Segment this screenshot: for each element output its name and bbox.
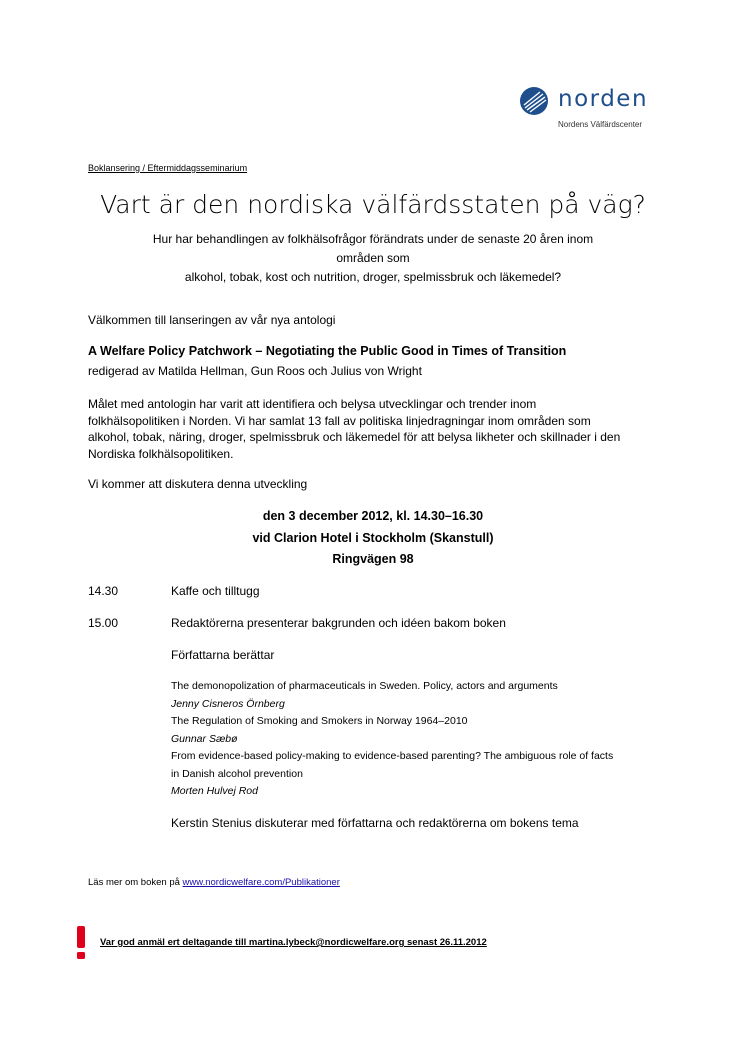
program-item: Kaffe och tilltugg <box>171 584 260 598</box>
paper-title: The demonopolization of pharmaceuticals in Sweden. Policy, actors and arguments <box>171 680 558 692</box>
program-time: 14.30 <box>88 584 119 598</box>
program-time: 15.00 <box>88 616 119 630</box>
book-title: A Welfare Policy Patchwork – Negotiating the Public Good in Times of Transition <box>88 344 567 358</box>
exclamation-icon <box>75 926 87 965</box>
program-item: Redaktörerna presenterar bakgrunden och idéen bakom boken <box>171 616 506 630</box>
event-date: den 3 december 2012, kl. 14.30–16.30 <box>262 509 484 523</box>
publications-link[interactable]: www.nordicwelfare.com/Publikationer <box>182 877 340 888</box>
subtitle-line: alkohol, tobak, kost och nutrition, droger, spelmissbruk och läkemedel? <box>184 270 562 284</box>
more-info-prefix: Läs mer om boken på <box>88 877 183 888</box>
paper-author: Morten Hulvej Rod <box>171 785 258 797</box>
book-editors: redigerad av Matilda Hellman, Gun Roos och Julius von Wright <box>88 364 422 378</box>
paper-title: From evidence-based policy-making to evidence-based parenting? The ambiguous role of facts <box>171 750 614 762</box>
event-venue: vid Clarion Hotel i Stockholm (Skanstull) <box>252 530 494 545</box>
welcome-text: Välkommen till lanseringen av vår nya antologi <box>88 313 336 327</box>
description-line: alkohol, tobak, näring, droger, spelmissbruk och läkemedel för att belysa likheter och skillnader i den <box>88 430 621 444</box>
description-line: Nordiska folkhälsopolitiken. <box>88 446 234 461</box>
closing-text: Kerstin Stenius diskuterar med författarna och redaktörerna om bokens tema <box>171 816 579 830</box>
paper-author: Gunnar Sæbø <box>171 732 238 745</box>
paper-title: in Danish alcohol prevention <box>171 767 303 780</box>
event-address: Ringvägen 98 <box>332 552 414 566</box>
paper-author: Jenny Cisneros Örnberg <box>171 697 285 710</box>
description <box>88 396 620 462</box>
event-details <box>0 506 746 571</box>
subtitle <box>150 230 596 287</box>
description-line: Målet med antologin har varit att identifiera och belysa utvecklingar och trender inom <box>88 397 537 411</box>
discuss-text: Vi kommer att diskutera denna utveckling <box>88 477 308 491</box>
page-title: Vart är den nordiska välfärdsstaten på väg? <box>100 190 646 219</box>
more-info <box>88 877 340 888</box>
norden-swan-icon <box>519 86 549 121</box>
paper-title: The Regulation of Smoking and Smokers in Norway 1964–2010 <box>171 715 468 727</box>
registration-note: Var god anmäl ert deltagande till martina.lybeck@nordicwelfare.org senast 26.11.2012 <box>100 937 487 948</box>
logo-wordmark: norden <box>558 86 649 112</box>
authors-heading: Författarna berättar <box>171 648 275 662</box>
logo-subtitle: Nordens Välfärdscenter <box>558 120 643 129</box>
paper-list <box>171 678 613 801</box>
subtitle-line: Hur har behandlingen av folkhälsofrågor förändrats under de senaste 20 åren inom områden som <box>152 232 594 265</box>
kicker: Boklansering / Eftermiddagsseminarium <box>88 163 248 173</box>
description-line: folkhälsopolitiken i Norden. Vi har samlat 13 fall av politiska linjedragningar inom områden som <box>88 413 591 428</box>
